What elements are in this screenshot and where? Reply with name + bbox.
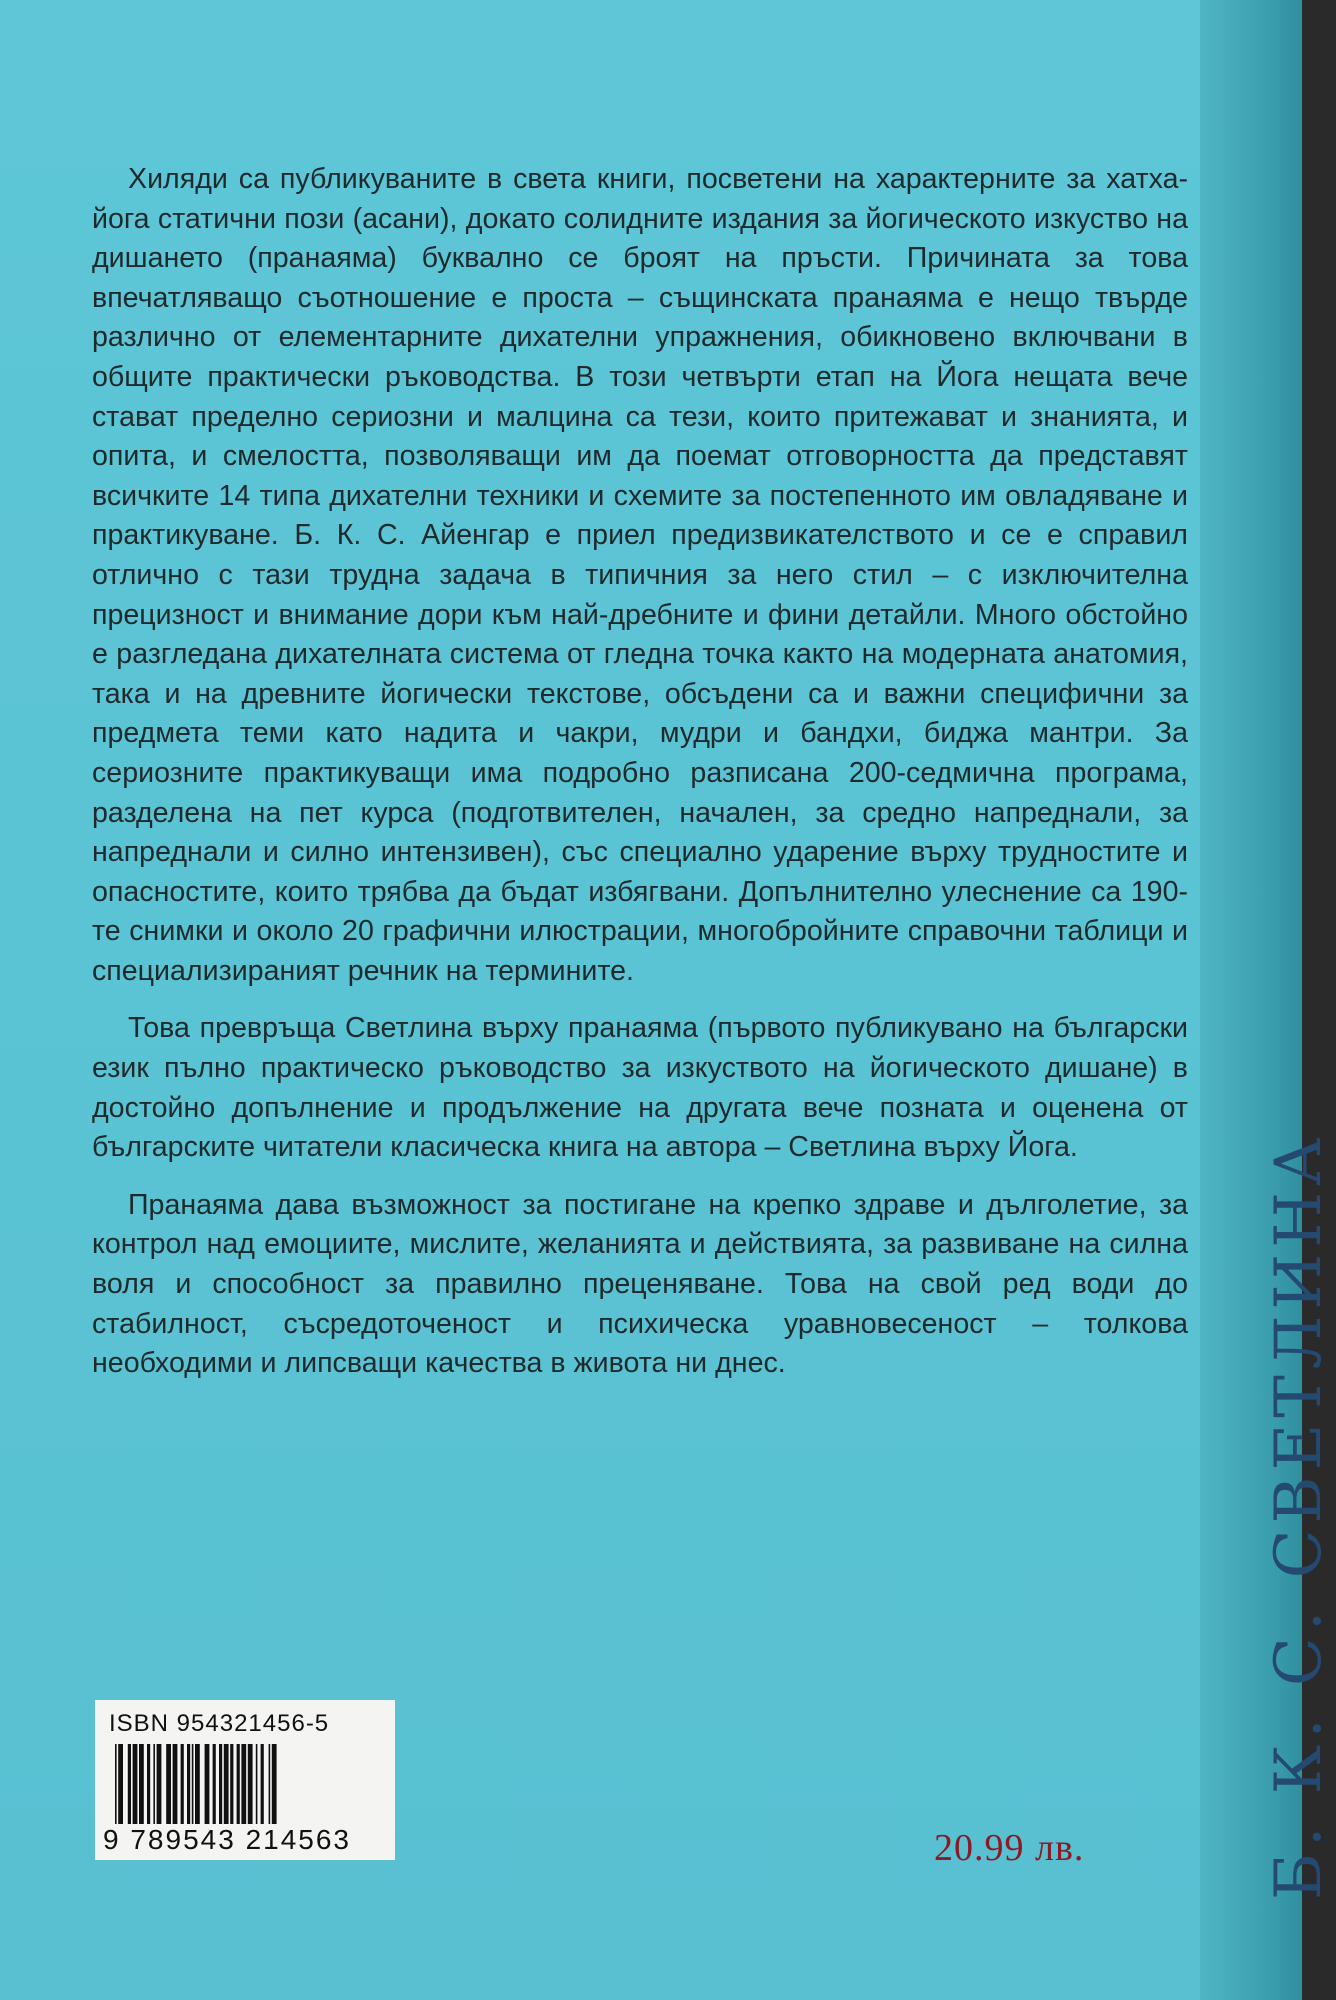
barcode-bar (256, 1744, 258, 1824)
barcode-bar (272, 1744, 277, 1824)
barcode-bar (187, 1744, 190, 1824)
isbn-barcode-panel (95, 1700, 395, 1860)
barcode-bar (241, 1744, 246, 1824)
blurb-paragraph-2: Това превръща Светлина върху пранаяма (първото публикувано на български език пълно практическо ръководство за изкуството на йогическото дишане) в достойно допълнение и продължение на другата вече позната и оценена от българските читатели класическа книга на автора – Светлина върху Йога. (92, 1012, 1188, 1164)
barcode-bar (261, 1744, 264, 1824)
blurb-paragraph-3: Пранаяма дава възможност за постигане на крепко здраве и дълголетие, за контрол над емоциите, мислите, желанията и действията, за развиване на силна воля и способност за правилно преценяване. Това на свой ред води до стабилност, съсредоточеност и психическа уравновесеност – толкова необходими и липсващи качества в живота ни днес. (92, 1188, 1188, 1380)
barcode-bar (153, 1744, 155, 1824)
barcode-bar (205, 1744, 210, 1824)
barcode-bar (157, 1744, 162, 1824)
barcode-bar (269, 1744, 271, 1824)
barcode-bar (128, 1744, 131, 1824)
barcode-bar (181, 1744, 184, 1824)
barcode-bar (230, 1744, 233, 1824)
spine-title: Б. К. С. СВЕТЛИНА (1262, 1131, 1336, 1900)
barcode-bar (248, 1744, 253, 1824)
barcode-bar (133, 1744, 138, 1824)
barcode-bar (118, 1744, 123, 1824)
isbn-number: ISBN 954321456-5 (109, 1710, 330, 1737)
barcode-bar (237, 1744, 240, 1824)
blurb-paragraph-1: Хиляди са публикуваните в света книги, посветени на характерните за хатха-йога статични пози (асани), докато солидните издания за йогическото изкуство на дишането (пранаяма) буквално се броят на пръсти. Причината за това впечатляващо съотношение е проста – същинската пранаяма е нещо твърде различно от елементарните дихателни упражнения, обикновено включвани в общите практически ръководства. В този четвърти етап на Йога нещата вече стават пределно сериозни и малцина са тези, които притежават и знанията, и опита, и смелостта, позволяващи им да поемат отговорността да представят всичките 14 типа дихателни техники и схемите за постепенното им овладяване и практикуване. Б. К. С. Айенгар е приел предизвикателството и се е справил отлично с тази трудна задача в типичния за него стил – с изключителна прецизност и внимание дори към най-дребните и фини детайли. Много обстойно е разгледана дихателната система от гледна точка както на модерната анатомия, така и на древните йогически текстове, обсъдени са и важни специфични за предмета теми като надита и чакри, мудри и бандхи, биджа мантри. За сериозните практикуващи има подробно разписана 200-седмична програма, разделена на пет курса (подготвителен, начален, за средно напреднали, за напреднали и силно интензивен), със специално ударение върху трудностите и опасностите, които трябва да бъдат избягвани. Допълнително улеснение са 190-те снимки и около 20 графични илюстрации, многобройните справочни таблици и специализираният речник на термините. (92, 163, 1188, 987)
barcode-bar (192, 1744, 194, 1824)
barcode-bar (195, 1744, 200, 1824)
barcode-bar (173, 1744, 178, 1824)
barcode-bars (113, 1744, 379, 1824)
barcode-bar (166, 1744, 171, 1824)
barcode-bar (147, 1744, 150, 1824)
barcode-bar (224, 1744, 229, 1824)
cover-blurb (92, 160, 1188, 1402)
price-label: 20.99 лв. (934, 1827, 1085, 1869)
barcode-bar (219, 1744, 222, 1824)
barcode-bar (139, 1744, 144, 1824)
barcode-bar (115, 1744, 117, 1824)
ean-number: 9 789543 214563 (103, 1824, 351, 1855)
barcode-bar (213, 1744, 216, 1824)
